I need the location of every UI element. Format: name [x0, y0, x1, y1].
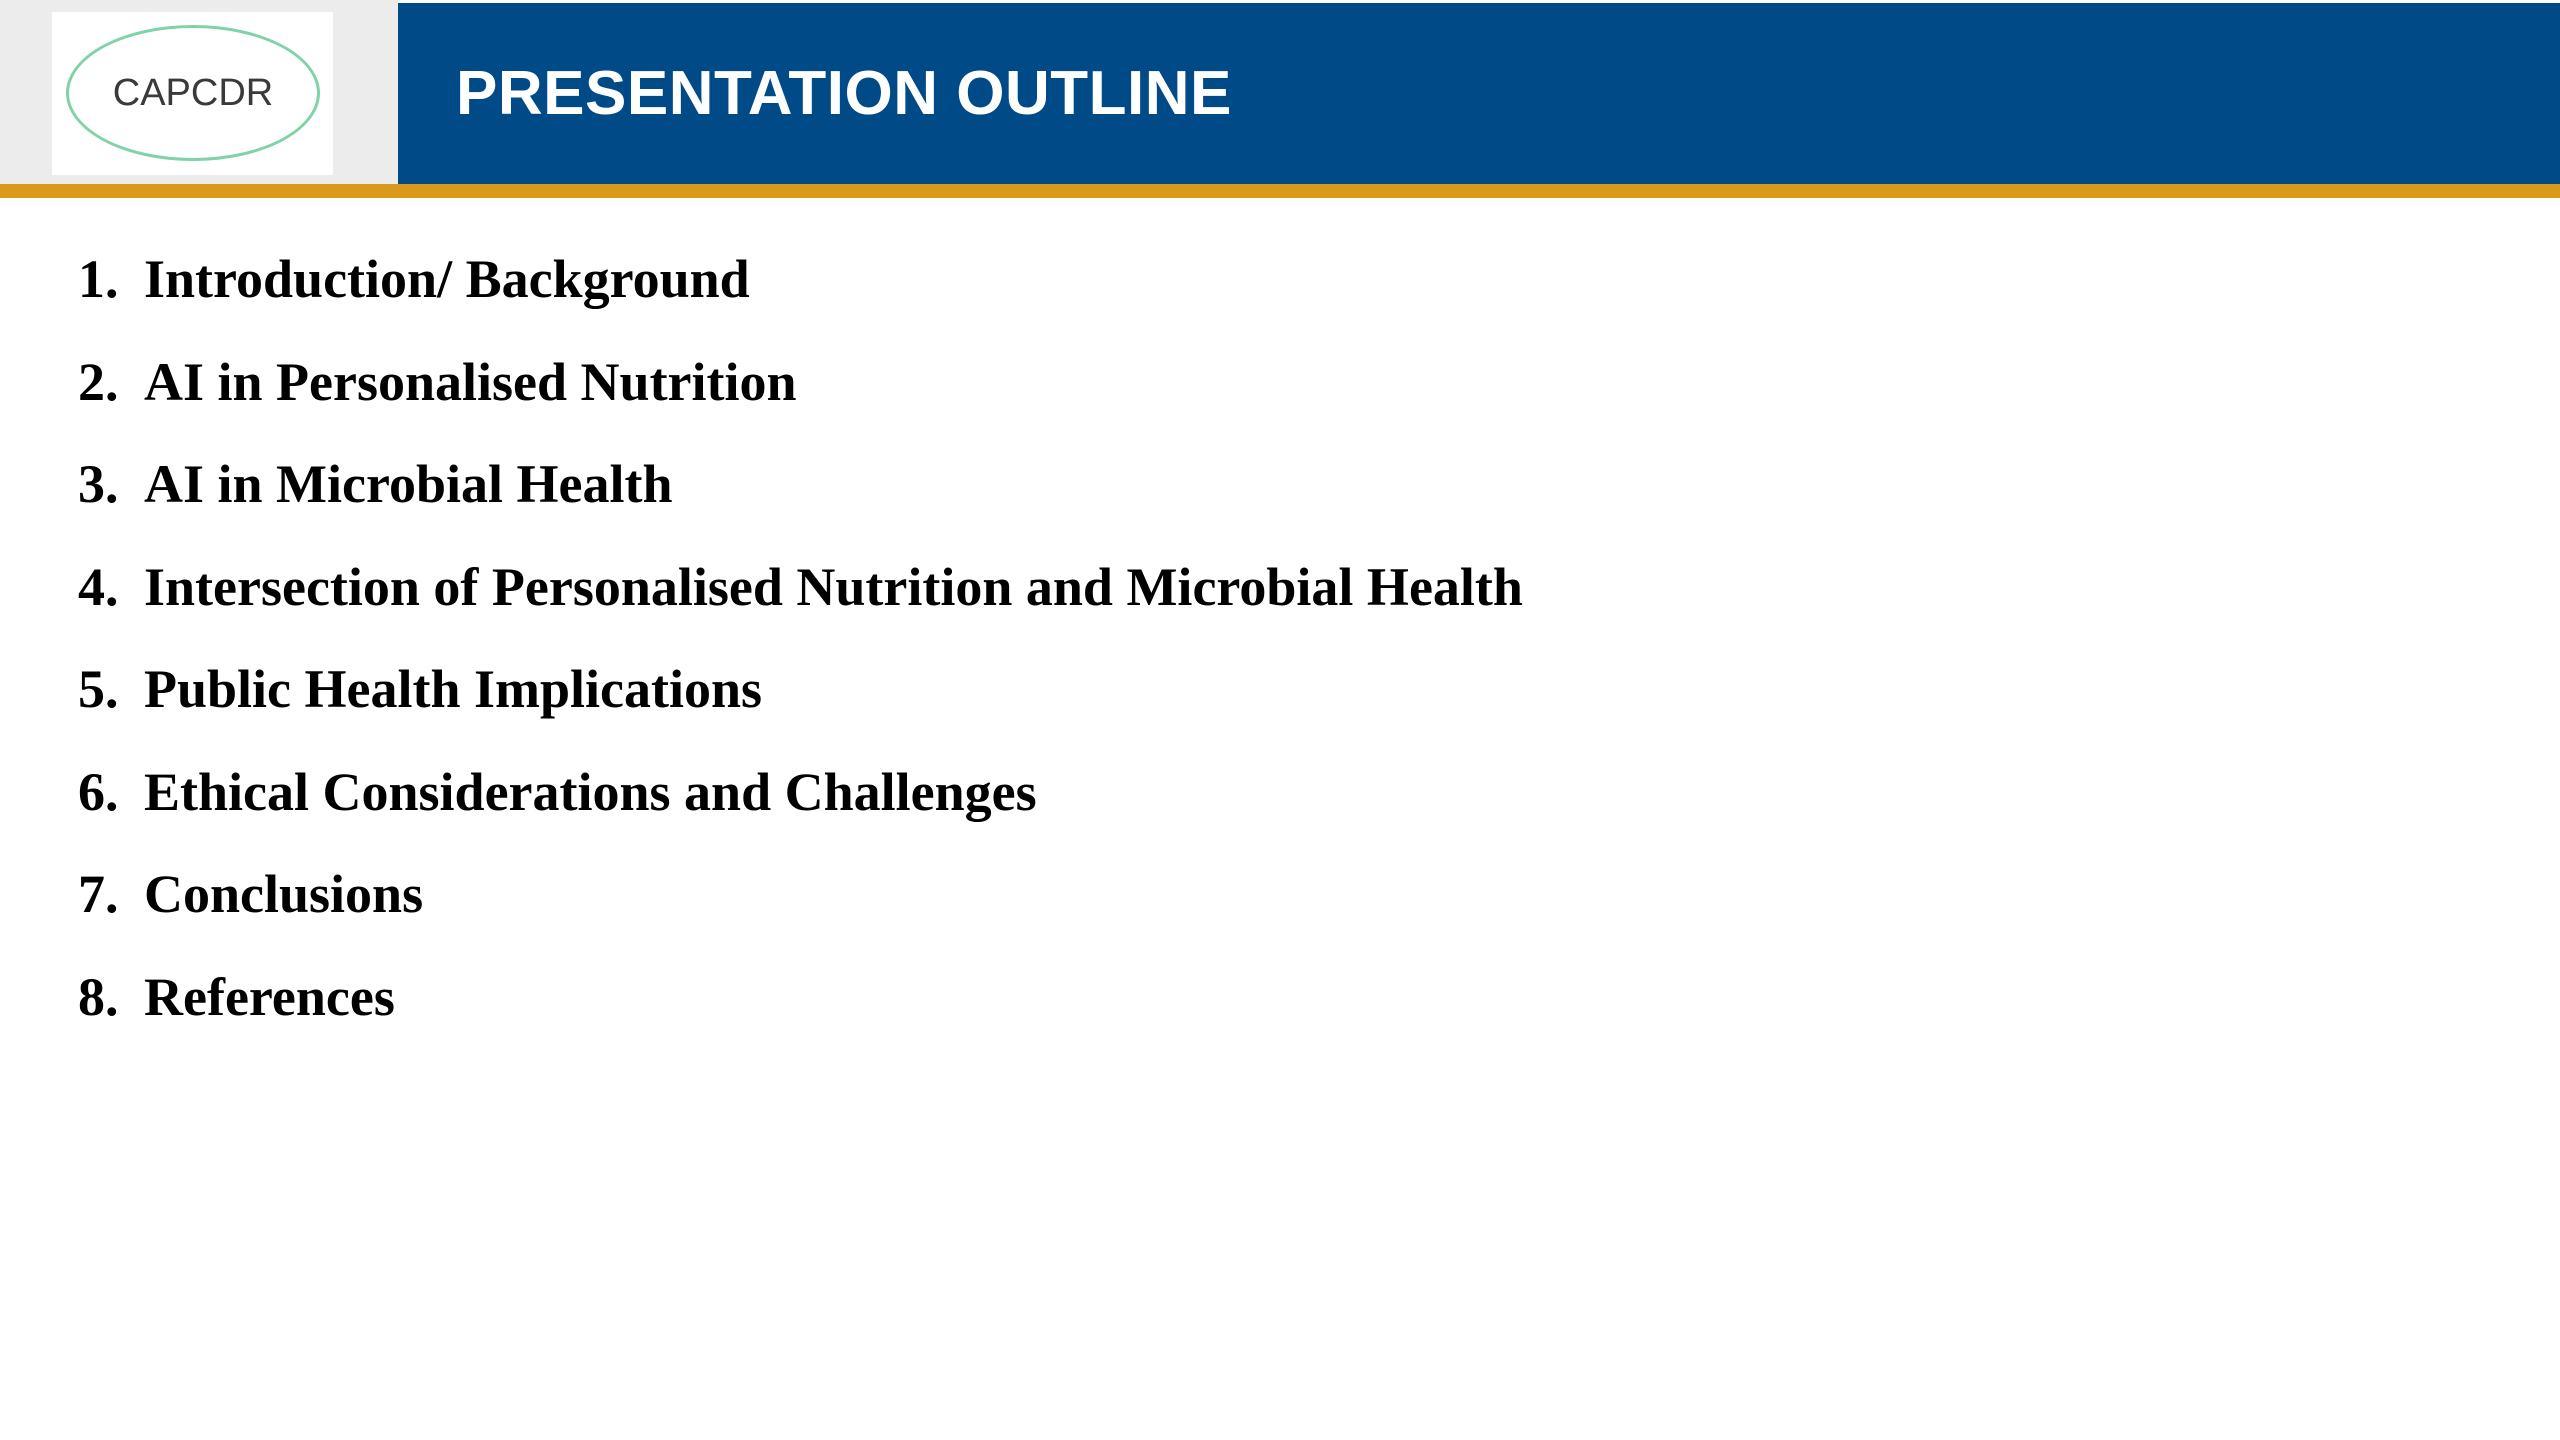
outline-item-text: Conclusions: [144, 864, 424, 924]
outline-item-number: 8.: [78, 966, 119, 1027]
outline-item-number: 5.: [78, 659, 119, 719]
outline-item-microbial-health: [78, 453, 1523, 556]
logo: [52, 12, 333, 175]
outline-item-text: AI in Personalised Nutrition: [144, 351, 797, 412]
outline-item-references: [78, 966, 1523, 1069]
slide-title: PRESENTATION OUTLINE: [456, 59, 1232, 128]
outline-list: [78, 248, 1523, 1068]
title-bar: [398, 3, 2560, 184]
outline-item-number: 6.: [78, 761, 119, 822]
outline-item-text: Ethical Considerations and Challenges: [144, 761, 1037, 822]
outline-item-introduction: [78, 248, 1523, 351]
outline-item-conclusions: [78, 863, 1523, 966]
outline-item-number: 4.: [78, 556, 119, 617]
outline-item-text: AI in Microbial Health: [144, 454, 673, 514]
outline-item-intersection: [78, 556, 1523, 659]
logo-panel: [0, 0, 398, 184]
logo-text: CAPCDR: [112, 71, 274, 114]
outline-item-ethics: [78, 761, 1523, 864]
header-divider: [0, 184, 2560, 198]
outline-item-text: Introduction/ Background: [144, 249, 750, 309]
logo-ellipse: [66, 25, 320, 161]
outline-item-text: References: [144, 966, 395, 1027]
outline-item-public-health: [78, 658, 1523, 761]
outline-item-text: Intersection of Personalised Nutrition and Microbial Health: [144, 556, 1523, 617]
outline-item-number: 2.: [78, 351, 119, 412]
slide-header: [0, 0, 2560, 184]
outline-item-number: 1.: [78, 249, 119, 309]
outline-item-number: 3.: [78, 454, 119, 514]
outline-item-text: Public Health Implications: [144, 659, 763, 719]
outline-item-personalised-nutrition: [78, 351, 1523, 454]
outline-item-number: 7.: [78, 864, 119, 924]
